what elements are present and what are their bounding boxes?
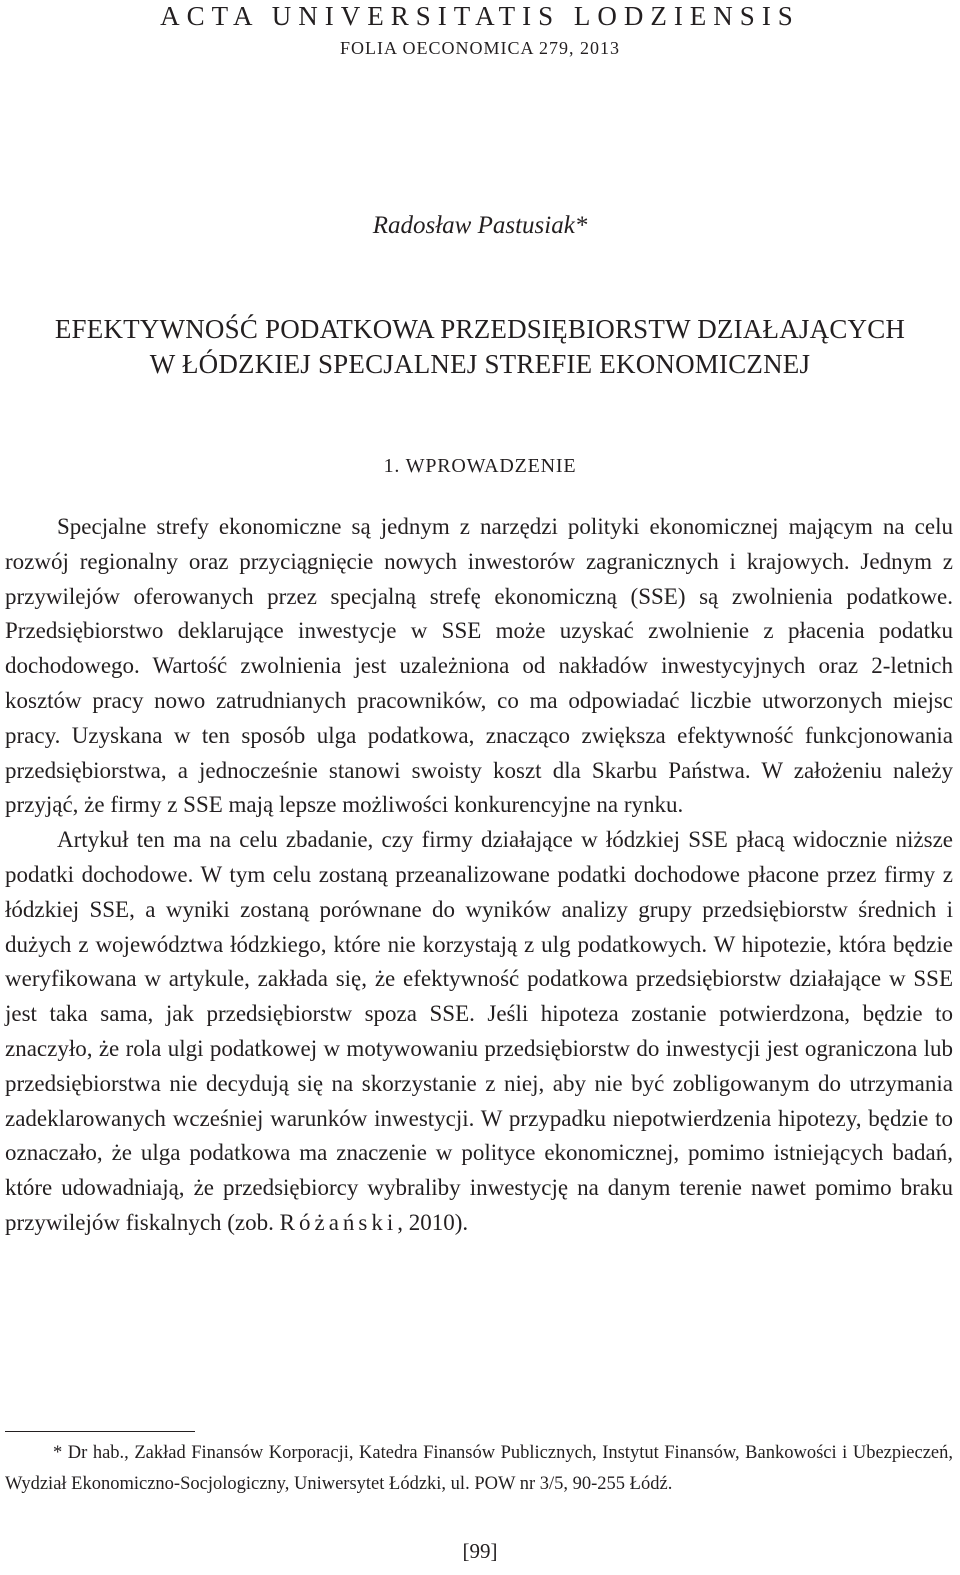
- paragraph-2: [5, 823, 953, 1241]
- paragraph-1: Specjalne strefy ekonomiczne są jednym z narzędzi polityki ekonomicznej mającym na celu rozwój regionalny oraz przyciągnięcie nowych inwestorów zagranicznych i krajowych. Jednym z przywilejów oferowanych przez specjalną strefę ekonomiczną (SSE) są zwolnienia podatkowe. Przedsiębiorstwo deklarujące inwestycje w SSE może uzyskać zwolnienie z płacenia podatku dochodowego. Wartość zwolnienia jest uzależniona od nakładów inwestycyjnych oraz 2-letnich kosztów pracy nowo zatrudnianych pracowników, co ma odpowiadać liczbie utworzonych miejsc pracy. Uzyskana w ten sposób ulga podatkowa, znacząco zwiększa efektywność funkcjonowania przedsiębiorstwa, a jednocześnie stanowi swoisty koszt dla Skarbu Państwa. W założeniu należy przyjąć, że firmy z SSE mają lepsze możliwości konkurencyjne na rynku.: [5, 514, 953, 818]
- article-title: [0, 312, 960, 382]
- paragraph-2-end: , 2010).: [397, 1209, 469, 1235]
- title-line-2: W ŁÓDZKIEJ SPECJALNEJ STREFIE EKONOMICZNEJ: [149, 349, 811, 379]
- article-body: [5, 510, 953, 1241]
- page-number: [99]: [462, 1539, 498, 1563]
- paragraph-2-text: Artykuł ten ma na celu zbadanie, czy firmy działające w łódzkiej SSE płacą widocznie niższe podatki dochodowe. W tym celu zostaną przeanalizowane podatki dochodowe płacone przez firmy z łódzkiej SSE, a wyniki zostaną porównane do wyników analizy grupy przedsiębiorstw średnich i dużych z województwa łódzkiego, które nie korzystają z ulg podatkowych. W hipotezie, która będzie weryfikowana w artykule, zakłada się, że efektywność podatkowa przedsiębiorstw działające w SSE jest taka sama, jak przedsiębiorstw spoza SSE. Jeśli hipoteza zostanie potwierdzona, będzie to znaczyło, że rola ulgi podatkowej w motywowaniu przedsiębiorstw do inwestycji jest ograniczona lub przedsiębiorstwa nie decydują się na skorzystanie z niej, aby nie być zobligowanym do utrzymania zadeklarowanych wcześniej warunków inwestycji. W przypadku niepotwierdzenia hipotezy, będzie to oznaczało, że ulga podatkowa ma znaczenie w polityce ekonomicznej, pomimo istniejących badań, które udowadniają, że przedsiębiorcy wybraliby inwestycję na danym terenie nawet pomimo braku przywilejów fiskalnych (zob.: [5, 827, 953, 1235]
- journal-series: FOLIA OECONOMICA 279, 2013: [339, 38, 620, 58]
- journal-name: ACTA UNIVERSITATIS LODZIENSIS: [160, 1, 800, 31]
- cited-author: Różański: [279, 1209, 398, 1235]
- footnote-text: * Dr hab., Zakład Finansów Korporacji, Katedra Finansów Publicznych, Instytut Finansów, Bankowości i Ubezpieczeń, Wydział Ekonomiczno-Socjologiczny, Uniwersytet Łódzki, ul. POW nr 3/5, 90-255 Łódź.: [5, 1443, 953, 1494]
- author-name: Radosław Pastusiak*: [372, 212, 588, 239]
- footnote-separator: [5, 1431, 195, 1432]
- author-footnote: [5, 1438, 953, 1500]
- title-line-1: EFEKTYWNOŚĆ PODATKOWA PRZEDSIĘBIORSTW DZIAŁAJĄCYCH: [54, 314, 906, 344]
- section-heading: 1. WPROWADZENIE: [383, 455, 577, 477]
